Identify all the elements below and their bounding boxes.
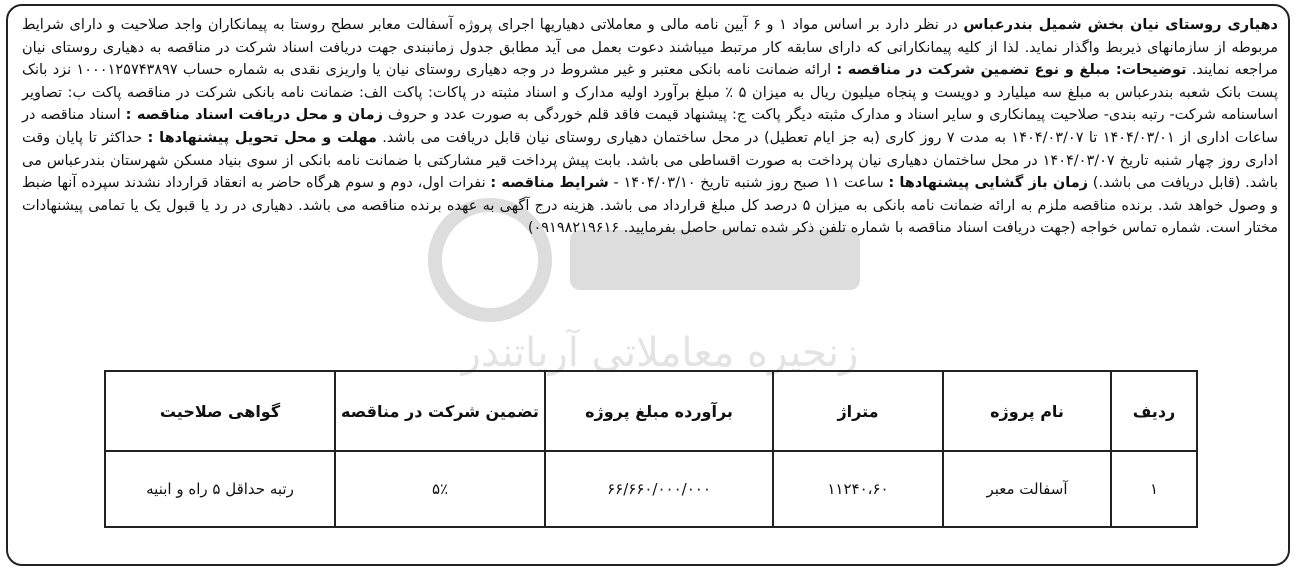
watermark-text: زنجیره معاملاتی آریاتندر xyxy=(461,330,859,376)
receive-text: اسناد مناقصه در ساعات اداری از ۱۴۰۴/۰۳/۰۱ تا ۱۴۰۴/۰۳/۰۷ به مدت ۷ روز کاری (به جز ایام تعطیل) در محل ساختمان دهیاری روستای نیان قابل دریافت می باشد. xyxy=(22,107,1279,146)
terms-text: نفرات اول، دوم و سوم هرگاه حاضر به انعقاد قرارداد نشدند سپرده آنها ضبط و وصول خواهد شد. برنده مناقصه ملزم به ارائه ضمانت نامه بانکی به میزان ۵ درصد کل مبلغ قرارداد می باشد. هزینه درج آگهی به عهده برنده مناقصه می باشد. دهیاری در رد یا قبول یک یا تمامی پیشنهادات مختار است. شماره تماس خواجه (جهت دریافت اسناد مناقصه با شماره تلفن ذکر شده تماس حاصل بفرمایید. ۰۹۱۹۸۲۱۹۶۱۶) xyxy=(22,175,1278,237)
col-header-guarantee: تضمین شرکت در مناقصه xyxy=(335,371,545,451)
table-row xyxy=(105,451,1197,527)
opening-heading: زمان باز گشایی پیشنهادها : xyxy=(888,175,1089,192)
project-table xyxy=(104,370,1198,528)
guarantee-heading: توضیحات: مبلغ و نوع تضمین شرکت در مناقصه : xyxy=(836,62,1187,79)
cell-guarantee: ۵٪ xyxy=(335,451,545,527)
col-header-project-name: نام پروژه xyxy=(943,371,1111,451)
cell-qualification: رتبه حداقل ۵ راه و ابنیه xyxy=(105,451,335,527)
notice-paragraph xyxy=(22,14,1278,240)
col-header-estimate: برآورده مبلغ پروژه xyxy=(545,371,773,451)
col-header-qualification: گواهی صلاحیت xyxy=(105,371,335,451)
terms-heading: شرایط مناقصه : xyxy=(490,175,609,192)
deadline-text: حداکثر تا پایان وقت اداری روز چهار شنبه تاریخ ۱۴۰۴/۰۳/۰۷ در محل ساختمان دهیاری نیان پرداخت به صورت اقساطی می باشد. بابت پیش پرداخت قیر مشارکتی با ضمانت نامه بانکی از سوی بنیاد مسکن شهرستان بندرعباس می باشد. (قابل دریافت می باشد.) xyxy=(22,129,1279,192)
cell-project-name: آسفالت معبر xyxy=(943,451,1111,527)
guarantee-text: ارائه ضمانت نامه بانکی معتبر و غیر مشروط در وجه دهیاری روستای نیان یا واریزی نقدی به شماره حساب ۱۰۰۰۱۲۵۷۴۳۸۹۷ نزد بانک پست بانک شعبه بندرعباس به مبلغ سه میلیارد و دویست و پنجاه میلیون ریال به میزان ۵ ٪ مبلغ برآورد اولیه مدارک و اسناد مثبته در پاکات: پاکت الف: ضمانت نامه بانکی شرکت در مناقصه پاکت ب: تصاویر اساسنامه شرکت- رتبه بندی- صلاحیت پیمانکاری و سایر اسناد و مدارک مثبته دیگر پاکت ج: پیشنهاد قیمت فاقد قلم خوردگی به صورت عدد و حروف xyxy=(22,62,1279,124)
deadline-heading: مهلت و محل تحویل پیشنهادها : xyxy=(147,129,377,146)
intro-heading: دهیاری روستای نیان بخش شمیل بندرعباس xyxy=(963,17,1278,33)
receive-heading: زمان و محل دریافت اسناد مناقصه : xyxy=(125,107,383,124)
cell-area: ۱۱۲۴۰،۶۰ xyxy=(773,451,943,527)
col-header-area: متراژ xyxy=(773,371,943,451)
cell-estimate: ۶۶/۶۶۰/۰۰۰/۰۰۰ xyxy=(545,451,773,527)
opening-text: ساعت ۱۱ صبح روز شنبه تاریخ ۱۴۰۴/۰۳/۱۰ - xyxy=(613,175,889,192)
cell-row-number: ۱ xyxy=(1111,451,1197,527)
intro-text: در نظر دارد بر اساس مواد ۱ و ۶ آیین نامه مالی و معاملاتی دهیاریها اجرای پروژه آسفالت معابر سطح روستا به پیمانکاران واجد صلاحیت و دارای شرایط مربوطه از سازمانهای ذیربط واگذار نماید. لذا از کلیه پیمانکارانی که دارای سابقه کار مرتبط میباشند دعوت بعمل می آید مطابق جدول زمانبندی جهت دریافت اسناد شرکت در مناقصه به دهیاری روستای نیان مراجعه نمایند. xyxy=(22,17,1279,79)
notice-body xyxy=(22,14,1278,240)
col-header-row-number: ردیف xyxy=(1111,371,1197,451)
table-header-row xyxy=(105,371,1197,451)
